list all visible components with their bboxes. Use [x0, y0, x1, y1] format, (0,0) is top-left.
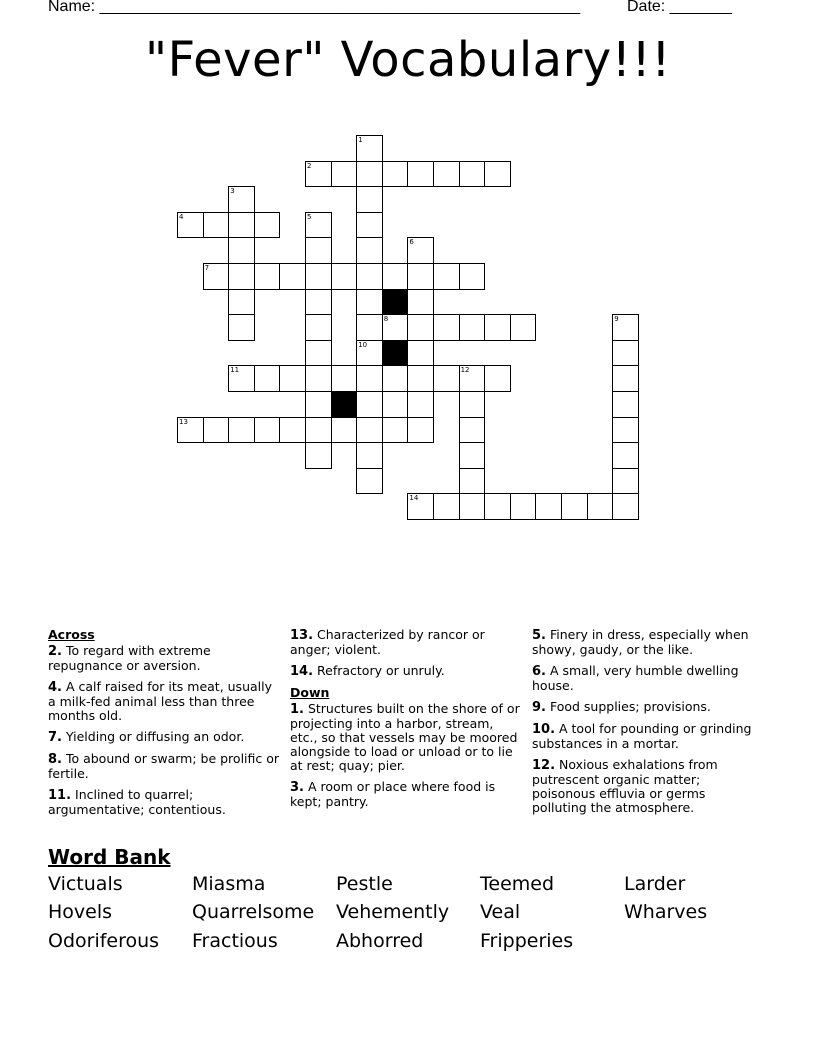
crossword-cell[interactable] — [612, 314, 639, 341]
crossword-cell[interactable] — [228, 417, 255, 444]
crossword-cell[interactable] — [356, 365, 383, 392]
word-bank-item: Pestle — [336, 873, 393, 895]
clue-number: 4. — [48, 680, 62, 695]
crossword-cell[interactable] — [382, 263, 409, 290]
crossword-cell[interactable] — [331, 417, 358, 444]
crossword-cell[interactable] — [612, 340, 639, 367]
crossword-cell[interactable] — [356, 161, 383, 188]
crossword-cell[interactable] — [382, 365, 409, 392]
clue-number: 5. — [532, 628, 546, 643]
clue-number: 8 — [383, 315, 389, 324]
clue-number: 11 — [230, 366, 240, 375]
clue-number: 1 — [358, 136, 363, 144]
clue-number: 11. — [48, 788, 72, 803]
word-bank-item: Wharves — [624, 901, 708, 923]
clue-number: 10. — [532, 722, 556, 737]
crossword-cell[interactable] — [433, 161, 460, 188]
crossword-cell[interactable] — [356, 212, 383, 239]
crossword-cell[interactable] — [356, 237, 383, 264]
clue-number: 6 — [409, 238, 414, 247]
name-field-label: Name: ______________________________________________________ — [48, 0, 581, 15]
crossword-cell[interactable] — [612, 493, 639, 520]
clue-number: 14 — [409, 494, 419, 503]
clue-number: 10 — [358, 340, 368, 349]
clue-number: 9. — [532, 700, 546, 715]
crossword-black-cell — [382, 289, 409, 316]
crossword-cell[interactable] — [228, 237, 255, 264]
clue-text: A tool for pounding or grinding substances in a mortar. — [532, 721, 752, 751]
crossword-cell[interactable] — [433, 493, 460, 520]
crossword-cell[interactable] — [407, 365, 434, 392]
crossword-cell[interactable] — [279, 365, 306, 392]
crossword-cell[interactable] — [510, 493, 537, 520]
crossword-cell[interactable] — [484, 493, 511, 520]
clue-item — [532, 664, 757, 693]
crossword-cell[interactable] — [459, 263, 486, 290]
crossword-cell[interactable] — [407, 391, 434, 418]
crossword-cell[interactable] — [382, 314, 409, 341]
crossword-cell[interactable] — [510, 314, 537, 341]
crossword-cell[interactable] — [459, 365, 486, 392]
clue-item — [48, 730, 280, 745]
crossword-cell[interactable] — [228, 289, 255, 316]
crossword-cell[interactable] — [612, 365, 639, 392]
crossword-cell[interactable] — [407, 340, 434, 367]
clue-item — [290, 702, 522, 773]
crossword-cell[interactable] — [254, 263, 281, 290]
clue-number: 2. — [48, 644, 62, 659]
crossword-cell[interactable] — [356, 417, 383, 444]
crossword-cell[interactable] — [356, 263, 383, 290]
crossword-cell[interactable] — [305, 391, 332, 418]
crossword-cell[interactable] — [305, 340, 332, 367]
clue-text: A room or place where food is kept; pantry. — [290, 779, 496, 809]
crossword-cell[interactable] — [228, 314, 255, 341]
crossword-cell[interactable] — [356, 314, 383, 341]
crossword-cell[interactable] — [305, 442, 332, 469]
crossword-cell[interactable] — [305, 237, 332, 264]
clue-text: To regard with extreme repugnance or aversion. — [48, 643, 211, 673]
crossword-cell[interactable] — [561, 493, 588, 520]
clue-item — [290, 628, 522, 657]
clue-number: 8. — [48, 752, 62, 767]
clue-text: A small, very humble dwelling house. — [532, 663, 739, 693]
word-bank-item: Hovels — [48, 901, 113, 923]
crossword-cell[interactable] — [433, 365, 460, 392]
clue-text: Inclined to quarrel; argumentative; contentious. — [48, 787, 226, 817]
word-bank-item: Vehemently — [336, 901, 450, 923]
crossword-cell[interactable] — [407, 289, 434, 316]
crossword-cell[interactable] — [331, 365, 358, 392]
crossword-cell[interactable] — [459, 468, 486, 495]
clue-number: 13 — [179, 417, 188, 426]
crossword-cell[interactable] — [484, 314, 511, 341]
crossword-cell[interactable] — [279, 417, 306, 444]
clue-item — [48, 680, 280, 723]
crossword-cell[interactable] — [228, 212, 255, 239]
clue-number: 14. — [290, 664, 314, 679]
clue-item — [48, 788, 280, 817]
clue-item — [532, 628, 757, 657]
crossword-cell[interactable] — [305, 314, 332, 341]
clue-number: 5 — [307, 212, 312, 221]
crossword-cell[interactable] — [177, 417, 204, 444]
crossword-cell[interactable] — [254, 417, 281, 444]
word-bank-item: Fractious — [192, 930, 278, 952]
clue-number: 12. — [532, 758, 556, 773]
crossword-cell[interactable] — [382, 417, 409, 444]
crossword-cell[interactable] — [407, 161, 434, 188]
crossword-cell[interactable] — [305, 289, 332, 316]
clue-number: 7 — [204, 264, 210, 272]
crossword-cell[interactable] — [305, 212, 332, 239]
crossword-cell[interactable] — [254, 212, 281, 239]
crossword-cell[interactable] — [305, 417, 332, 444]
date-field-label: Date: _______ — [627, 0, 732, 15]
clue-text: Yielding or diffusing an odor. — [61, 729, 245, 744]
clue-item — [532, 758, 757, 815]
crossword-cell[interactable] — [433, 263, 460, 290]
crossword-cell[interactable] — [331, 263, 358, 290]
crossword-cell[interactable] — [535, 493, 562, 520]
crossword-cell[interactable] — [305, 365, 332, 392]
clue-item — [48, 752, 280, 781]
clue-number: 3. — [290, 780, 304, 795]
crossword-black-cell — [331, 391, 358, 418]
crossword-cell[interactable] — [203, 417, 230, 444]
crossword-cell[interactable] — [382, 161, 409, 188]
crossword-cell[interactable] — [356, 135, 383, 162]
clue-item — [290, 780, 522, 809]
crossword-cell[interactable] — [254, 365, 281, 392]
word-bank-item: Victuals — [48, 873, 123, 895]
clues-column-1 — [48, 628, 280, 824]
crossword-cell[interactable] — [484, 365, 511, 392]
crossword-cell[interactable] — [587, 493, 614, 520]
crossword-cell[interactable] — [356, 186, 383, 213]
word-bank-item: Veal — [480, 901, 521, 923]
clue-number: 3 — [230, 187, 235, 196]
crossword-cell[interactable] — [228, 365, 255, 392]
crossword-cell[interactable] — [612, 391, 639, 418]
page-title: "Fever" Vocabulary!!! — [145, 32, 671, 88]
crossword-cell[interactable] — [484, 161, 511, 188]
crossword-cell[interactable] — [305, 161, 332, 188]
crossword-cell[interactable] — [356, 442, 383, 469]
word-bank-item: Quarrelsome — [192, 901, 315, 923]
crossword-cell[interactable] — [305, 263, 332, 290]
clue-number: 1. — [290, 702, 304, 717]
word-bank-item: Miasma — [192, 873, 266, 895]
down-heading: Down — [290, 685, 330, 700]
clue-number: 12 — [460, 366, 470, 375]
crossword-cell[interactable] — [407, 263, 434, 290]
crossword-cell[interactable] — [407, 314, 434, 341]
crossword-cell[interactable] — [228, 186, 255, 213]
crossword-cell[interactable] — [459, 417, 486, 444]
crossword-cell[interactable] — [612, 468, 639, 495]
clue-text: To abound or swarm; be prolific or fertile. — [48, 751, 280, 781]
clue-number: 4 — [179, 212, 184, 221]
crossword-cell[interactable] — [331, 161, 358, 188]
crossword-cell[interactable] — [203, 263, 230, 290]
clue-number: 13. — [290, 628, 314, 643]
word-bank-item: Odoriferous — [48, 930, 160, 952]
crossword-cell[interactable] — [407, 237, 434, 264]
clue-item — [532, 700, 757, 715]
clue-number: 2 — [307, 161, 312, 170]
clue-text: A calf raised for its meat, usually a milk-fed animal less than three months old. — [48, 679, 273, 723]
word-bank-item: Larder — [624, 873, 686, 895]
crossword-cell[interactable] — [356, 391, 383, 418]
crossword-cell[interactable] — [228, 263, 255, 290]
word-bank-item: Fripperies — [480, 930, 574, 952]
crossword-cell[interactable] — [279, 263, 306, 290]
crossword-cell[interactable] — [407, 417, 434, 444]
clue-number: 9 — [614, 315, 619, 324]
crossword-cell[interactable] — [356, 340, 383, 367]
clue-number: 6. — [532, 664, 546, 679]
clues-column-3 — [532, 628, 757, 822]
crossword-cell[interactable] — [459, 314, 486, 341]
clue-text: Food supplies; provisions. — [545, 699, 711, 714]
crossword-cell[interactable] — [356, 289, 383, 316]
crossword-cell[interactable] — [612, 442, 639, 469]
clue-item — [48, 644, 280, 673]
clue-item — [532, 722, 757, 751]
crossword-cell[interactable] — [407, 493, 434, 520]
clue-number: 7. — [48, 730, 62, 745]
clue-text: Refractory or unruly. — [313, 663, 445, 678]
crossword-black-cell — [382, 340, 409, 367]
crossword-cell[interactable] — [356, 468, 383, 495]
crossword-cell[interactable] — [203, 212, 230, 239]
crossword-cell[interactable] — [433, 314, 460, 341]
clue-item — [290, 664, 522, 679]
crossword-cell[interactable] — [459, 161, 486, 188]
clues-column-2 — [290, 628, 522, 816]
crossword-cell[interactable] — [612, 417, 639, 444]
clue-text: Finery in dress, especially when showy, gaudy, or the like. — [532, 627, 749, 657]
word-bank-title: Word Bank — [48, 845, 171, 869]
across-heading: Across — [48, 627, 95, 642]
clue-text: Structures built on the shore of or projecting into a harbor, stream, etc., so that vessels may be moored alongside to load or unload or to lie at rest; quay; pier. — [290, 701, 520, 773]
word-bank-item: Teemed — [480, 873, 555, 895]
crossword-cell[interactable] — [459, 442, 486, 469]
clue-text: Noxious exhalations from putrescent organic matter; poisonous effluvia or germs polluting the atmosphere. — [532, 757, 718, 815]
crossword-cell[interactable] — [459, 493, 486, 520]
clue-text: Characterized by rancor or anger; violent. — [290, 627, 485, 657]
crossword-cell[interactable] — [459, 391, 486, 418]
crossword-cell[interactable] — [177, 212, 204, 239]
word-bank-item: Abhorred — [336, 930, 424, 952]
